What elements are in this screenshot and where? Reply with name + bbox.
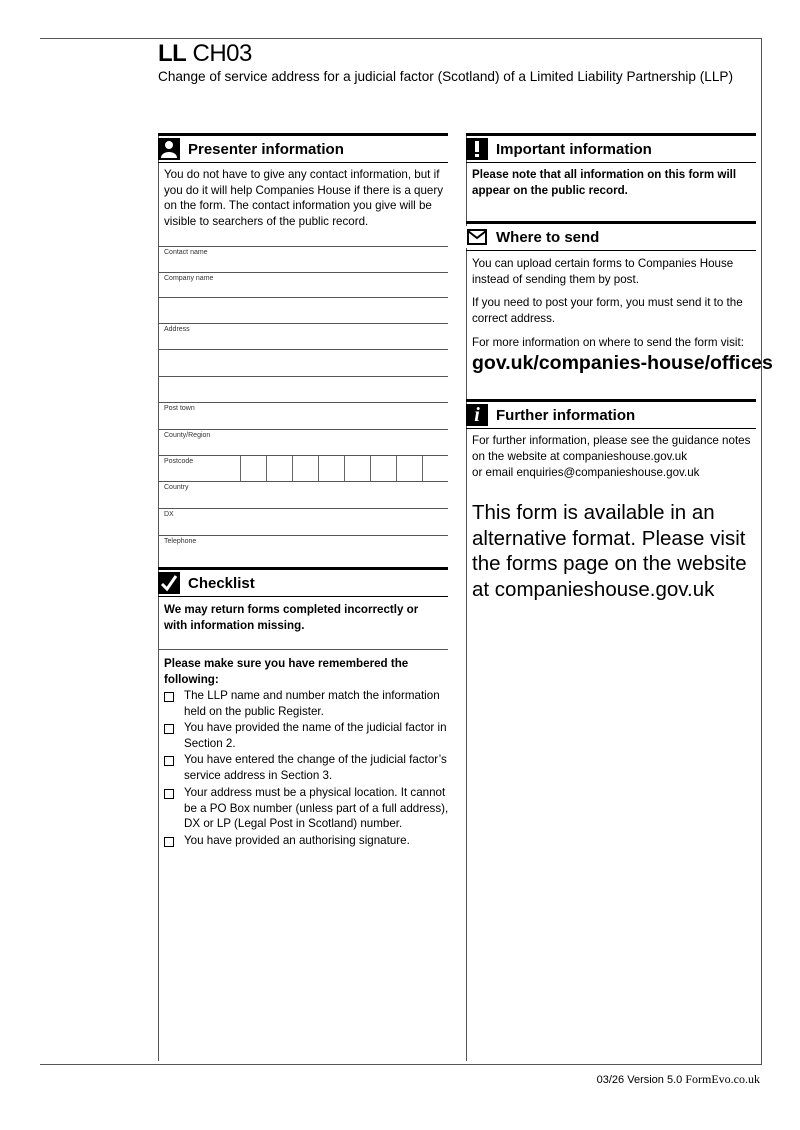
telephone-label: Telephone — [164, 538, 197, 545]
county-region-label: County/Region — [164, 432, 211, 439]
checklist-warning: We may return forms completed incorrectly or with information missing. — [164, 603, 419, 632]
right-border — [761, 38, 762, 1064]
telephone-field[interactable] — [158, 535, 448, 562]
company-name-label: Company name — [164, 275, 214, 282]
info-icon: i — [466, 404, 488, 426]
checkmark-icon — [158, 572, 180, 594]
county-region-field[interactable] — [158, 429, 448, 456]
postcode-box[interactable] — [240, 456, 241, 482]
top-border — [40, 38, 762, 39]
checklist-divider — [158, 596, 448, 597]
checkbox[interactable] — [164, 837, 176, 845]
further-line-1: For further information, please see the guidance notes — [472, 434, 751, 447]
contact-name-label: Contact name — [164, 249, 208, 256]
where-to-send-p1: You can upload certain forms to Companies House instead of sending them by post. — [472, 257, 734, 286]
checklist-item[interactable] — [164, 785, 450, 832]
postcode-box[interactable] — [292, 456, 293, 482]
address-line-3[interactable] — [158, 376, 448, 403]
important-text: Please note that all information on this form will appear on the public record. — [472, 168, 737, 197]
checkbox[interactable] — [164, 789, 176, 797]
important-heading — [466, 133, 756, 162]
offices-link[interactable]: gov.uk/companies-house/offices — [472, 352, 773, 374]
checklist-item-text: Your address must be a physical location. It cannot be a PO Box number (unless part of a full address), DX or LP (Legal Post in Scotland) number. — [184, 786, 449, 830]
postcode-box[interactable] — [422, 456, 423, 482]
postcode-box[interactable] — [396, 456, 397, 482]
where-to-send-p2: If you need to post your form, you must send it to the correct address. — [472, 296, 743, 325]
checklist-item[interactable] — [164, 720, 450, 751]
page-title: Change of service address for a judicial factor (Scotland) of a Limited Liability Partnership (LLP) — [158, 69, 733, 84]
postcode-box[interactable] — [370, 456, 371, 482]
important-title: Important information — [496, 140, 652, 158]
right-column-rule — [466, 133, 467, 1061]
envelope-icon — [466, 226, 488, 248]
further-line-2: on the website at companieshouse.gov.uk — [472, 450, 688, 463]
presenter-intro: You do not have to give any contact information, but if you do it will help Companies House if there is a query on the form. The contact information you give will be visible to searchers of the public record. — [164, 168, 444, 228]
form-prefix: LL — [158, 40, 187, 67]
presenter-divider — [158, 162, 448, 163]
further-title: Further information — [496, 406, 636, 424]
company-name-field[interactable] — [158, 272, 448, 299]
post-town-label: Post town — [164, 405, 195, 412]
important-divider — [466, 162, 756, 163]
checklist-reminder: Please make sure you have remembered the following: — [164, 657, 409, 686]
bottom-border — [40, 1064, 762, 1065]
checklist-title: Checklist — [188, 574, 255, 592]
checklist-item-text: You have entered the change of the judicial factor’s service address in Section 3. — [184, 753, 447, 782]
post-town-field[interactable] — [158, 402, 448, 429]
further-heading — [466, 399, 756, 428]
person-icon — [158, 138, 180, 160]
address-field[interactable] — [158, 323, 448, 350]
exclamation-icon — [466, 138, 488, 160]
postcode-box[interactable] — [344, 456, 345, 482]
postcode-label: Postcode — [164, 458, 194, 465]
dx-label: DX — [164, 511, 174, 518]
address-label: Address — [164, 326, 190, 333]
checkbox[interactable] — [164, 692, 176, 700]
dx-field[interactable] — [158, 508, 448, 535]
checklist-divider-2 — [158, 649, 448, 650]
where-to-send-title: Where to send — [496, 228, 600, 246]
checklist-item-text: You have provided an authorising signature. — [184, 834, 410, 847]
checklist-item[interactable] — [164, 752, 450, 783]
footer — [597, 1072, 760, 1087]
postcode-field[interactable] — [158, 455, 448, 482]
country-label: Country — [164, 484, 189, 491]
checklist-heading — [158, 567, 448, 596]
form-code — [158, 40, 252, 68]
checklist-item-text: The LLP name and number match the information held on the public Register. — [184, 689, 440, 718]
checkbox[interactable] — [164, 756, 176, 764]
company-name-line-2[interactable] — [158, 297, 448, 324]
brand-text: FormEvo.co.uk — [685, 1072, 760, 1086]
where-to-send-p3: For more information on where to send the form visit: — [472, 336, 744, 349]
checkbox[interactable] — [164, 724, 176, 732]
country-field[interactable] — [158, 481, 448, 508]
checklist-item[interactable] — [164, 833, 450, 849]
version-text: 03/26 Version 5.0 — [596, 1074, 683, 1086]
further-divider — [466, 428, 756, 429]
contact-name-field[interactable] — [158, 246, 448, 273]
presenter-heading — [158, 133, 448, 162]
postcode-box[interactable] — [266, 456, 267, 482]
further-line-3: or email enquiries@companieshouse.gov.uk — [472, 466, 700, 479]
checklist-item[interactable] — [164, 688, 450, 719]
postcode-box[interactable] — [318, 456, 319, 482]
where-to-send-heading — [466, 221, 756, 250]
form-number: CH03 — [192, 40, 252, 67]
address-line-2[interactable] — [158, 349, 448, 376]
presenter-title: Presenter information — [188, 140, 344, 158]
alternative-format-notice: This form is available in an alternative format. Please visit the forms page on the website at companieshouse.gov.uk — [472, 501, 747, 601]
where-to-send-divider — [466, 250, 756, 251]
checklist-item-text: You have provided the name of the judicial factor in Section 2. — [184, 721, 447, 750]
